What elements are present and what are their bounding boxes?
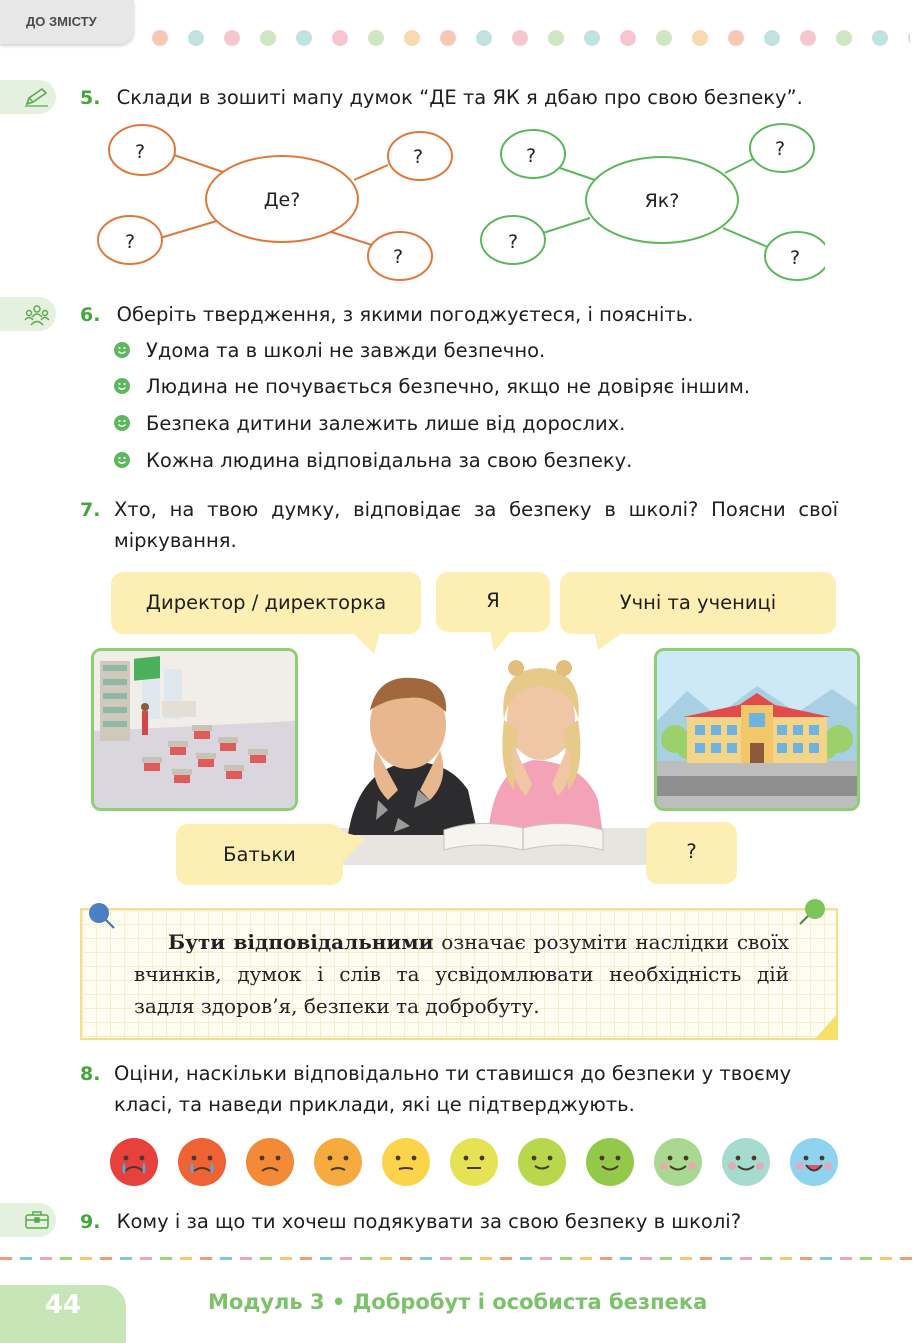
task6-number: 6. [80,304,101,326]
rating-emoji[interactable] [314,1138,362,1186]
task8-number-text: 8. [80,1063,101,1085]
map-where-node: ? [134,141,146,163]
pencil-icon [24,87,50,107]
map-where-node: ? [124,231,136,253]
group-icon [24,304,50,326]
task6-text: Оберіть твердження, з якими погоджуєтеся, і поясніть. [116,303,694,326]
children-reading-illustration [318,650,648,865]
divider-dash [400,1257,412,1260]
bubble-unknown: ? [646,822,737,884]
decorative-dot [404,30,420,46]
divider-dash [280,1257,292,1260]
task5-number: 5. [80,87,101,109]
divider-dash [420,1257,432,1260]
statement-text: Безпека дитини залежить лише від дорослих. [146,412,626,435]
divider-dash [20,1257,32,1260]
divider-dash [80,1257,92,1260]
divider-dash [220,1257,232,1260]
rating-emoji[interactable] [722,1138,770,1186]
divider-dash [740,1257,752,1260]
decorative-dot [908,30,910,46]
divider-dash [780,1257,792,1260]
divider-dash [340,1257,352,1260]
smiley-icon [114,342,130,358]
divider-dash [500,1257,512,1260]
divider-dash [660,1257,672,1260]
divider-dash [380,1257,392,1260]
decorative-dot [296,30,312,46]
smiley-icon [114,452,130,468]
briefcase-icon [24,1210,50,1230]
divider-dash [720,1257,732,1260]
module-title: Модуль 3 • Добробут і особиста безпека [208,1290,708,1314]
map-where-node: ? [392,246,404,268]
statement-item [114,447,632,475]
statement-item [114,337,545,365]
divider-dash [240,1257,252,1260]
task8-text: Оціни, наскільки відповідально ти ставишся до безпеки у твоєму класі, та наведи приклади, які це підтверджують. [114,1062,792,1116]
rating-emoji[interactable] [246,1138,294,1186]
divider-dash [880,1257,892,1260]
divider-dash [440,1257,452,1260]
task7-number [80,494,110,526]
rating-emoji[interactable] [382,1138,430,1186]
task7-text: Хто, на твою думку, відповідає за безпеку в школі? Поясни свої міркування. [114,498,838,552]
divider-dash [140,1257,152,1260]
rating-emoji[interactable] [586,1138,634,1186]
rating-emoji[interactable] [790,1138,838,1186]
mind-map-how [475,118,825,288]
decorative-dot [548,30,564,46]
divider-dash [900,1257,912,1260]
task8-number [80,1058,110,1090]
divider-dash [800,1257,812,1260]
map-where-node: ? [412,146,424,168]
smiley-icon [114,415,130,431]
divider-dash [120,1257,132,1260]
bubble-director: Директор / директорка [111,572,421,634]
bubble-me: Я [436,572,550,632]
statement-item [114,410,625,438]
decorative-dot [512,30,528,46]
bubble-parents-tail [342,832,366,862]
divider-dash [700,1257,712,1260]
divider-dash [100,1257,112,1260]
divider-dash [840,1257,852,1260]
decorative-dot [476,30,492,46]
page-number: 44 [44,1290,82,1320]
task5 [80,82,860,114]
divider-dash [620,1257,632,1260]
bubble-parents: Батьки [176,824,343,885]
smiley-icon [114,378,130,394]
pin-green-icon [796,896,828,928]
decorative-dot [620,30,636,46]
task9-tag [0,1203,56,1237]
decorative-dots [150,30,910,46]
mind-map-where [90,120,460,285]
map-how-node: ? [774,138,786,160]
task5-text: Склади в зошиті мапу думок “ДЕ та ЯК я дбаю про свою безпеку”. [116,86,803,109]
map-how-node: ? [525,145,537,167]
task9 [80,1206,860,1238]
divider-dash [60,1257,72,1260]
task5-tag [0,80,56,114]
map-how-node: ? [789,247,801,269]
decorative-dot [584,30,600,46]
map-how-center: Як? [644,190,680,212]
statement-text: Удома та в школі не завжди безпечно. [146,339,546,362]
rating-emoji[interactable] [450,1138,498,1186]
decorative-dot [224,30,240,46]
task9-text: Кому і за що ти хочеш подякувати за свою безпеку в школі? [116,1210,742,1233]
map-where-center: Де? [263,189,301,211]
divider-dash [860,1257,872,1260]
divider-dash [460,1257,472,1260]
decorative-dot [440,30,456,46]
divider-dash [820,1257,832,1260]
definition-body: означає розуміти наслідки своїх вчинків, думок і слів та усвідомлювати необхідність дій задля здоров’я, безпеки та добробуту. [134,930,789,1018]
divider-dash [260,1257,272,1260]
decorative-dot [836,30,852,46]
divider-dash [560,1257,572,1260]
rating-emoji[interactable] [110,1138,158,1186]
decorative-dot [260,30,276,46]
divider-dash [680,1257,692,1260]
divider-dash [180,1257,192,1260]
emoji-rating-scale [108,1136,844,1188]
task9-number: 9. [80,1211,101,1233]
decorative-dot [368,30,384,46]
divider-dash [320,1257,332,1260]
divider-dash [300,1257,312,1260]
divider-dash [600,1257,612,1260]
school-building-illustration [654,648,860,811]
decorative-dot [728,30,744,46]
statement-text: Кожна людина відповідальна за свою безпеку. [146,449,633,472]
decorative-dot [764,30,780,46]
statement-item [114,373,750,401]
decorative-dot [800,30,816,46]
divider-dash [520,1257,532,1260]
divider-dash [200,1257,212,1260]
decorative-dot [188,30,204,46]
rating-emoji[interactable] [518,1138,566,1186]
divider-dash [360,1257,372,1260]
toc-link[interactable]: ДО ЗМІСТУ [0,0,134,44]
divider-dash [160,1257,172,1260]
pin-blue-icon [86,900,118,932]
decorative-dot [332,30,348,46]
bubble-students: Учні та учениці [560,572,836,634]
decorative-dot [656,30,672,46]
divider-dash [760,1257,772,1260]
definition-text [134,926,789,1022]
divider-dash [640,1257,652,1260]
classroom-illustration [91,648,298,811]
divider-dash [540,1257,552,1260]
dashed-divider [0,1256,918,1262]
task6-tag [0,297,56,331]
corner-fold [814,1013,838,1040]
decorative-dot [152,30,168,46]
task6 [80,299,860,331]
statement-text: Людина не почувається безпечно, якщо не довіряє іншим. [146,375,751,398]
bubble-me-tail [490,630,512,652]
divider-dash [580,1257,592,1260]
rating-emoji[interactable] [178,1138,226,1186]
task7-number-text: 7. [80,499,101,521]
divider-dash [0,1257,12,1260]
decorative-dot [872,30,888,46]
bubble-students-tail [594,632,624,650]
divider-dash [480,1257,492,1260]
divider-dash [40,1257,52,1260]
definition-term: Бути відповідальними [168,930,434,954]
map-how-node: ? [507,231,519,253]
decorative-dot [692,30,708,46]
rating-emoji[interactable] [654,1138,702,1186]
